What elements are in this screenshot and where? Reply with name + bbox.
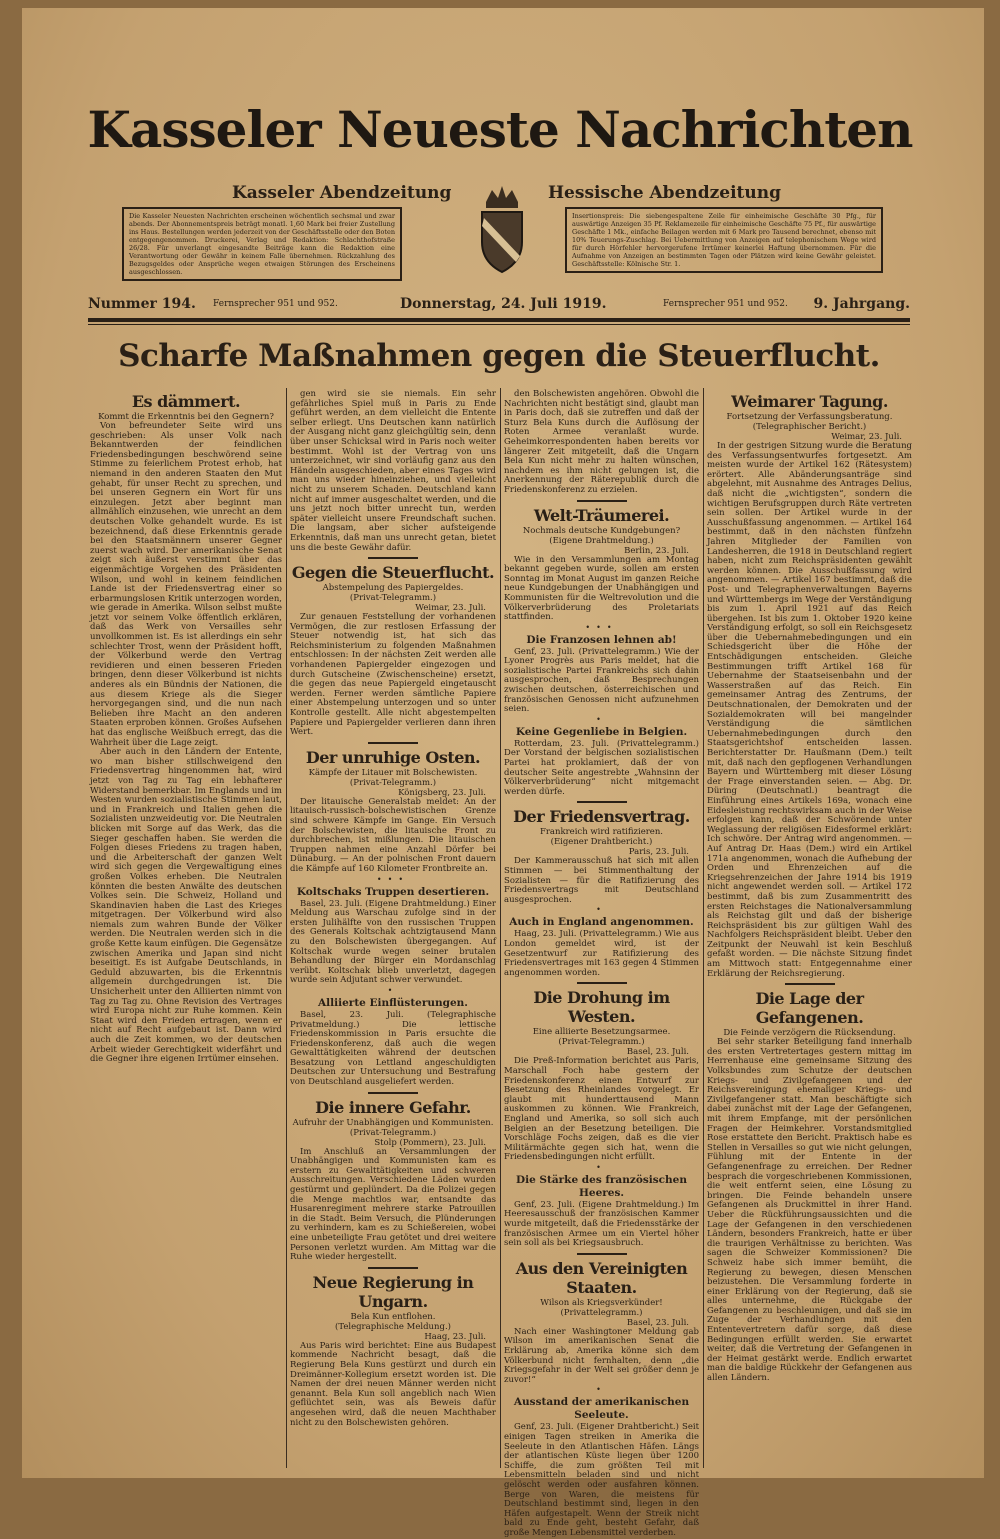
subtitle-right: Hessische Abendzeitung [548,183,782,203]
article-body: Nach einer Washingtoner Meldung gab Wilson im amerikanischen Senat die Erklärung ab, Amerika könne sich dem Völkerbund nicht fernhalten, denn „die Kriegsgefahr in der Welt sei größer denn je zuvor!“ [504,1326,699,1385]
masthead-rule-thin [88,324,910,325]
article-title: Auch in England angenommen. [509,916,694,929]
article-kicker: Frankreich wird ratifizieren. [539,827,664,838]
article-title: Ausstand der amerikanischen Seeleute. [513,1396,690,1422]
article-source: (Privat-Telegramm.) [349,593,437,604]
article-body: Aus Paris wird berichtet: Eine aus Budapest kommende Nachricht besagt, daß die Regierung Bela Kuns gestürzt und durch ein Dreimänner-Kollegium ersetzt worden ist. Die Namen der drei neuen Männer werden nicht genannt. Bela Kun soll angeblich nach Wien geflüchtet sein, was als Beweis dafür angesehen wird, daß die neuen Machthaber nicht zu den Bolschewisten gehören. [290,1340,496,1428]
article-body: Genf, 23. Juli. (Eigene Drahtmeldung.) Im Heeresausschuß der französischen Kammer wurde mitgeteilt, daß die Friedensstärke der französischen Armee um ein Viertel höher sein soll als bei Kriegsausbruch. [504,1199,699,1249]
article-body: Im Anschluß an Versammlungen der Unabhängigen und Kommunisten kam es erstern zu Gewalttätigkeiten und schweren Ausschreitungen. Verschiedene Läden wurden gestürmt und geplündert. Da die Polizei gegen die Menge machtlos war, entsandte das Husarenregiment mehrere starke Patrouillen in die Stadt. Beim Versuch, die Plünderungen zu verhindern, kam es zu Schießereien, wobei eine unbeteiligte Frau getötet und drei weitere Personen verletzt wurden. Am Mittag war die Ruhe wieder hergestellt. [290,1146,496,1263]
column-1 [90,390,282,1065]
article-kicker: Nochmals deutsche Kundgebungen? [522,525,681,536]
subscription-info-box: Die Kasseler Neuesten Nachrichten erscheinen wöchentlich sechsmal und zwar abends. Der Abonnementspreis beträgt monatl. 1,60 Mark bei freier Zustellung ins Haus. Bestellungen werden jederzeit von der Geschäftsstelle oder den Boten entgegengenommen. Druckerei, Verlag und Redaktion: Schlachthofstraße 26/28. Für unverlangt eingesandte Beiträge kann die Redaktion eine Verantwortung oder Gewähr in keinem Falle übernehmen. Rückzahlung des Bezugsgeldes oder Ansprüche wegen etwaigen Störungen des Erscheinens ausgeschlossen. [122,207,402,281]
article-title: Neue Regierung in Ungarn. [312,1272,474,1311]
separator: • [596,905,607,915]
separator [368,1267,418,1269]
article-source: (Telegraphische Meldung.) [335,1321,451,1332]
article-body: Von befreundeter Seite wird uns geschrieben: Als unser Volk nach Bekanntwerden der feindlichen Friedensbedingungen beschwörend seine Stimme zu feierlichem Protest erhob, hat niemand in den anderen Staaten den Mut gehabt, für unser Recht zu sprechen, und bei unseren Gegnern ein Wort für uns einzulegen. Jetzt aber beginnt man allmählich einzusehen, wie unrecht an dem deutschen Volke gehandelt wurde. Es ist bezeichnend, daß diese Erkenntnis gerade bei den Staatsmännern unserer Gegner zuerst wach wird. Der amerikanische Senat zeigt sich äußerst verstimmt über das eigenmächtige Vorgehen des Präsidenten Wilson, und wohl in keinem feindlichen Lande ist der Friedensvertrag einer so erbarmungslosen Kritik unterzogen worden, wie gerade in Amerika. Wilson selbst mußte jetzt vor seinem Volke öffentlich erklären, daß das Werk von Versailles sehr unvollkommen ist. Es ist allerdings ein sehr schlechter Trost, wenn der Präsident hofft, der Völkerbund werde den Vertrag revidieren und einen besseren Frieden bringen, denn dieser Völkerbund ist nichts anderes als ein Bündnis der Nationen, die aus diesem Kriege als die Sieger hervorgegangen sind, und die nun nach Belieben ihre Macht an den anderen Staaten erproben können. Großes Aufsehen hat das englische Weißbuch erregt, das die Wahrheit über die Lage zeigt. [90,421,282,748]
article-title: Aus den Vereinigten Staaten. [515,1258,688,1297]
column-2 [290,390,496,1428]
article-title: Es dämmert. [131,392,241,411]
column-divider [286,388,287,1468]
article-title: Die Stärke des französischen Heeres. [515,1173,687,1199]
issue-date: Donnerstag, 24. Juli 1919. [400,296,607,312]
separator: ••• [376,874,410,884]
separator [368,557,418,559]
article-body: Der Kammerausschuß hat sich mit allen Stimmen — bei Stimmenthaltung der Sozialisten — für die Ratifizierung des Friedensvertrags mit Deutschland ausgesprochen. [504,856,699,905]
article-title: Alliierte Einflüsterungen. [318,996,468,1009]
article-kicker: Abstempelung des Papiergeldes. [322,583,464,594]
column-divider [703,388,704,1468]
article-title: Die Franzosen lehnen ab! [526,633,677,646]
article-title: Der unruhige Osten. [305,747,481,767]
article-title: Der Friedensvertrag. [513,807,690,827]
article-dateline: Weimar, 23. Juli. [415,603,486,614]
article-title: Die Drohung im Westen. [533,988,670,1027]
article-source: (Privat-Telegramm.) [349,1127,437,1138]
article-body: gen wird sie sie niemals. Ein sehr gefährliches Spiel muß in Paris zu Ende geführt werden, an dem vielleicht die Entente selber erliegt. Uns Deutschen kann natürlich der Ausgang nicht ganz gleichgültig sein, denn über unser Schicksal wird in Paris noch weiter bestimmt. Wohl ist der Vertrag von uns unterzeichnet, wir sind vorläufig ganz aus den Händeln ausgeschieden, aber eines Tages wird man uns wieder hineinziehen, und vielleicht nicht zu unserem Schaden. Deutschland kann nicht auf immer ausgeschaltet werden, und die uns jetzt noch bitter unrecht tun, werden später vielleicht unsere Freundschaft suchen. Die langsam, aber sicher aufsteigende Erkenntnis, daß man uns unrecht getan, bietet uns die beste Gewähr dafür. [290,389,496,553]
separator [368,1092,418,1094]
advertising-info-box: Insertionspreis: Die siebengespaltene Zeile für einheimische Geschäfte 30 Pfg., für auswärtige Anzeigen 35 Pf. Reklamezeile für einheimische Geschäfte 75 Pf., für auswärtige Geschäfte 1 Mk., einfache Beilagen werden mit 6 Mark pro Tausend berechnet, ebenso mit 10% Teuerungs-Zuschlag. Bei Uebermittlung von Anzeigen auf telephonischem Wege wird für durch Hörfehler hervorgerufene Irrtümer keinerlei Haftung übernommen. Für die Aufnahme von Anzeigen an bestimmten Tagen oder Plätzen wird keine Gewähr geleistet. Geschäftsstelle: Kölnische Str. 1. [565,207,883,273]
article-kicker: Kommt die Erkenntnis bei den Gegnern? [98,412,274,422]
article-source: (Telegraphischer Bericht.) [752,422,867,432]
article-dateline: Basel, 23. Juli. [626,1317,689,1328]
article-body: Rotterdam, 23. Juli. (Privattelegramm.) Der Vorstand der belgischen sozialistischen Partei hat proklamiert, daß der von deutscher Seite angestrebte „Wahnsinn der Völkerverbrüderung“ nicht mitgemacht werden dürfe. [504,738,699,797]
column-4 [707,390,912,1384]
masthead-title: Kasseler Neueste Nachrichten [87,100,913,159]
article-kicker: Eine alliierte Besetzungsarmee. [532,1027,671,1038]
separator [577,500,627,502]
article-dateline: Stolp (Pommern), 23. Juli. [374,1137,486,1148]
article-body: Der litauische Generalstab meldet: An der litauisch-russisch-bolschewistischen Grenze sind schwere Kämpfe im Gange. Ein Versuch der Bolschewisten, die litauische Front zu durchbrechen, ist mißlungen. Die litauischen Truppen nahmen eine Anzahl Dörfer bei Dünaburg. — An der polnischen Front dauern die Kämpfe auf 160 Kilometer Frontbreite an. [290,796,496,874]
article-dateline: Basel, 23. Juli. [626,1047,689,1058]
article-body: Aber auch in den Ländern der Entente, wo man bisher stillschweigend den Friedensvertrag hingenommen hat, wird jetzt von Tag zu Tag ein lebhafterer Widerstand bemerkbar. Im Englands und im Westen wurden sozialistische Stimmen laut, und in Frankreich und Italien gehen die Sozialisten unzweideutig vor. Die Neutralen blicken mit Sorge auf das Werk, das die Sieger geschaffen haben. Sie werden die Folgen dieses Friedens zu tragen haben, und die Arbeiterschaft der ganzen Welt wird sich gegen die Vergewaltigung eines großen Volkes erheben. Die Neutralen könnten die besten Anwälte des deutschen Volkes sein. Die Schweiz, Holland und Skandinavien haben die Last des Krieges mitgetragen. Der Völkerbund wird also niemals zum wahren Bunde der Völker werden. Die Neutralen werden sich in die große Kette kaum einfügen. Die Gegensätze zwischen Amerika und Japan sind nicht beseitigt. Es ist Aufgabe Deutschlands, in Geduld abzuwarten, bis die Erkenntnis allgemein durchgedrungen ist. Die Unsicherheit unter den Alliierten nimmt von Tag zu Tag zu. Ohne Revision des Vertrages wird Europa nicht zur Ruhe kommen. Kein Staat wird den Frieden ertragen, wenn er nicht auf Recht aufgebaut ist. Dann wird auch die Zeit kommen, wo der deutschen Arbeit wieder Gerechtigkeit widerfährt und die Gegner ihre eigenen Irrtümer einsehen. [90,747,282,1065]
article-kicker: Wilson als Kriegsverkünder! [540,1297,663,1308]
article-body: Genf, 23. Juli. (Eigener Drahtbericht.) Seit einigen Tagen streiken in Amerika die Seeleute in den Atlantischen Häfen. Längs der atlantischen Küste liegen über 1200 Schiffe, die zum größten Teil mit Lebensmitteln beladen sind und nicht gelöscht werden oder ausfahren können. Berge von Waren, die meistens für Deutschland bestimmt sind, liegen in den Häfen aufgestapelt. Wenn der Streik nicht bald zu Ende geht, besteht Gefahr, daß große Mengen Lebensmittel verderben. [504,1422,699,1538]
separator [577,1253,627,1255]
article-body: Bei sehr starker Beteiligung fand innerhalb des ersten Vertretertages gestern mittag im Herrenhause eine gemeinsame Sitzung des Volksbundes zum Schutze der deutschen Kriegs- und Zivilgefangenen und der Reichsvereinigung ehemaliger Kriegs- und Zivilgefangener statt. Man beschäftigte sich dabei zunächst mit der Lage der Gefangenen, mit ihrem Empfange, mit der persönlichen Fragen der Heimkehrer. Vorstandsmitglied Rose erstattete den Bericht. Praktisch habe es Stellen in Versailles so gut wie nicht gelungen, Fühlung mit der Entente in der Gefangenenfrage zu erreichen. Der Redner besprach die vorgeschriebenen Kommissionen, die weit entfernt seien, eine Lösung zu bringen. Die Feinde behandeln unsere Gefangenen als Druckmittel in ihrer Hand. Ueber die Rückführungsaussichten und die Lage der Gefangenen in den verschiedenen Ländern, besonders Frankreich, hatte er über die traurigen Verhältnisse zu berichten. Was sagen die Schweizer Kommissionen? Die Schweiz habe sich immer bemüht, die Regierung zu bewegen, diesen Menschen beizustehen. Die Versammlung forderte in einer Erklärung von der Regierung, daß sie alles unternehme, die Rückgabe der Gefangenen zu beschleunigen, und daß sie im Zuge der Verhandlungen mit den Ententevertretern dafür sorge, daß diese Bedingungen erfüllt werden. Sie erwartet weiter, daß die Vertretung der Gefangenen in der Heimat gestärkt werde. Endlich erwartet man die baldige Rückkehr der Gefangenen aus allen Ländern. [707,1037,912,1384]
column-3 [504,390,699,1539]
separator: • [596,1385,607,1395]
subtitle-left: Kasseler Abendzeitung [232,183,452,203]
article-title: Koltschaks Truppen desertieren. [296,885,490,898]
article-kicker: Fortsetzung der Verfassungsberatung. [726,412,893,422]
masthead-rule [88,318,910,322]
article-body: Basel, 23. Juli. (Eigene Drahtmeldung.) Einer Meldung aus Warschau zufolge sind in der ersten Julihälfte von den russischen Truppen des Generals Koltschak achtzigtausend Mann zu den Bolschewisten übergegangen. Auf Koltschak wurde wegen seiner brutalen Behandlung der Bürger ein Mordanschlag verübt. Koltschak blieb unverletzt, dagegen wurde sein Adjutant schwer verwundet. [290,898,496,986]
article-source: (Privat-Telegramm.) [558,1037,645,1048]
article-dateline: Berlin, 23. Juli. [624,545,689,556]
main-headline: Scharfe Maßnahmen gegen die Steuerflucht. [118,338,880,374]
article-title: Die Lage der Gefangenen. [755,989,864,1028]
separator [368,742,418,744]
article-title: Weimarer Tagung. [731,392,888,411]
article-body: den Bolschewisten angehören. Obwohl die Nachrichten nicht bestätigt sind, glaubt man in Paris doch, daß sie zutreffen und daß der Sturz Bela Kuns durch die Auflösung der Roten Armee veranlaßt wurde. Geheimkorrespondenten haben bereits vor längerer Zeit mitgeteilt, daß die Ungarn Bela Kun nicht mehr zu halten wünschen, nachdem es ihm nicht gelungen ist, die Anerkennung der Räterepublik durch die Friedenskonferenz zu erzielen. [504,389,699,495]
article-body: Die Preß-Information berichtet aus Paris, Marschall Foch habe gestern der Friedenskonferenz einen Entwurf zur Besetzung des Rheinlandes vorgelegt. Er glaubt mit hunderttausend Mann auskommen zu können. Wie Frankreich, England und Amerika, so soll sich auch Belgien an der Besetzung beteiligen. Die Vorschläge Fochs zeigen, daß es die vier Militärmächte gegen sich hat, wenn die Friedensbedingungen nicht erfüllt. [504,1056,699,1163]
separator: ••• [585,622,618,632]
phone-left: Fernsprecher 951 und 952. [213,299,338,309]
article-body: Wie in den Versammlungen am Montag bekannt gegeben wurde, sollen am ersten Sonntag im Monat August im ganzen Reiche neue Kundgebungen der Unabhängigen und Kommunisten für die Weltrevolution und die Völkerverbrüderung des Proletariats stattfinden. [504,554,699,623]
article-body: Basel, 23. Juli. (Telegraphische Privatmeldung.) Die lettische Friedenskommission in Paris ersuchte die Friedenskonferenz, daß auch die wegen Gewalttätigkeiten während der deutschen Besatzung von Lettland angeschuldigten Deutschen zur Untersuchung und Bestrafung von Deutschland ausgeliefert werden. [290,1009,496,1088]
column-divider [500,388,501,1468]
separator [577,801,627,803]
article-title: Die innere Gefahr. [315,1097,471,1117]
separator: • [596,1162,607,1172]
article-title: Gegen die Steuerflucht. [291,563,495,583]
article-source: (Privat-Telegramm.) [349,777,437,788]
phone-right: Fernsprecher 951 und 952. [663,299,788,309]
article-source: (Eigene Drahtmeldung.) [549,535,654,546]
coat-of-arms-icon [478,182,526,274]
article-body: Haag, 23. Juli. (Privattelegramm.) Wie aus London gemeldet wird, ist der Gesetzentwurf zur Ratifizierung des Friedensvertrages mit 163 gegen 4 Stimmen angenommen worden. [504,929,699,978]
article-title: Keine Gegenliebe in Belgien. [515,725,688,738]
separator [577,982,627,984]
article-kicker: Aufruhr der Unabhängigen und Kommunisten. [292,1117,494,1128]
article-dateline: Königsberg, 23. Juli. [398,787,486,798]
separator [785,983,835,985]
issue-number: Nummer 194. [88,296,196,312]
article-kicker: Die Feinde verzögern die Rücksendung. [723,1028,896,1039]
volume-year: 9. Jahrgang. [813,296,910,312]
article-kicker: Bela Kun entflohen. [350,1311,436,1322]
article-body: Zur genauen Feststellung der vorhandenen Vermögen, die zur restlosen Erfassung der Steuer notwendig ist, hat sich das Reichsministerium zu folgenden Maßnahmen entschlossen: In der nächsten Zeit werden alle vorhandenen Papiergelder eingezogen und durch Gutscheine (Zwischenscheine) ersetzt, die gegen das neue Papiergeld eingetauscht werden. Ferner werden sämtliche Papiere einer Abstempelung unterzogen und so unter Kontrolle gestellt. Alle nicht abgestempelten Papiere und Papiergelder verlieren dann ihren Wert. [290,612,496,738]
article-source: (Privattelegramm.) [560,1307,643,1318]
article-dateline: Haag, 23. Juli. [424,1331,486,1342]
separator: • [387,985,399,995]
article-dateline: Paris, 23. Juli. [628,847,689,858]
article-body: In der gestrigen Sitzung wurde die Beratung des Verfassungsentwurfes fortgesetzt. Am meisten wurde der Artikel 162 (Rätesystem) erörtert. Alle Abänderungsanträge sind abgelehnt, mit Ausnahme des Antrages Delius, daß nicht die „wichtigsten“, sondern die wichtigen Berufsgruppen durch Räte vertreten sein sollen. Der Artikel wurde in der Ausschußfassung angenommen. — Artikel 164 bestimmt, daß in den nächsten fünfzehn Jahren Mitglieder der Familien von Landesherren, die 1918 in Deutschland regiert haben, nicht zum Reichspräsidenten gewählt werden können. Die Ausschußfassung wird angenommen. — Artikel 167 bestimmt, daß die Post- und Telegraphenverwaltungen Bayerns und Württembergs im Wege der Verständigung bis zum 1. April 1921 auf das Reich übergehen. Ist bis zum 1. Oktober 1920 keine Verständigung erfolgt, so soll ein Reichsgesetz über die Uebernahmebedingungen und ein Schiedsgericht über die Höhe der Entschädigungen entscheiden. Gleiche Bestimmungen trifft Artikel 168 für Uebernahme der Staatseisenbahn und der Wasserstraßen auf das Reich. Ein gemeinsamer Antrag des Zentrums, der Deutschnationalen, der Demokraten und der Sozialdemokraten will bei mangelnder Verständigung die sämtlichen Uebernahmebedingungen durch den Staatsgerichtshof entscheiden lassen. Berichterstatter Dr. Haußmann (Dem.) teilt mit, daß nach den gepflogenen Verhandlungen Bayern und Württemberg mit dieser Lösung der Frage einverstanden seien. — Abg. Dr. Düring (Deutschnatl.) beantragt die Einführung eines Artikels 169a, wonach eine Eidesleistung rechtswirksam auch in der Weise erfolgen kann, daß der Schwörende unter Weglassung der religiösen Eidesformel erklärt: Ich schwöre. Der Antrag wird angenommen. — Auf Antrag Dr. Haas (Dem.) wird ein Artikel 171a angenommen, wonach die Aufhebung der Orden und Ehrenzeichen auf die Kriegsehrenzeichen der Jahre 1914 bis 1919 nicht angewendet werden soll. — Artikel 172 bestimmt, daß bis zum Zusammentritt des ersten Reichstages die Nationalversammlung als Reichstag gilt und daß der bisherige Reichspräsident bis zur gültigen Wahl des Nachfolgers Reichspräsident bleibt. Ueber den Zeitpunkt der Neuwahl ist kein Beschluß gefaßt worden. — Die nächste Sitzung findet am Mittwoch statt: Entgegennahme einer Erklärung der Reichsregierung. [707,441,912,979]
article-title: Welt-Träumerei. [533,505,670,525]
article-body: Genf, 23. Juli. (Privattelegramm.) Wie der Lyoner Progrès aus Paris meldet, hat die sozialistische Partei Frankreichs sich dahin ausgesprochen, daß Besprechungen zwischen deutschen, österreichischen und französischen Genossen nicht aufzunehmen seien. [504,646,699,715]
article-source: (Eigener Drahtbericht.) [550,837,653,848]
article-kicker: Kämpfe der Litauer mit Bolschewisten. [308,767,478,778]
separator: • [596,714,607,724]
article-dateline: Weimar, 23. Juli. [831,432,902,442]
